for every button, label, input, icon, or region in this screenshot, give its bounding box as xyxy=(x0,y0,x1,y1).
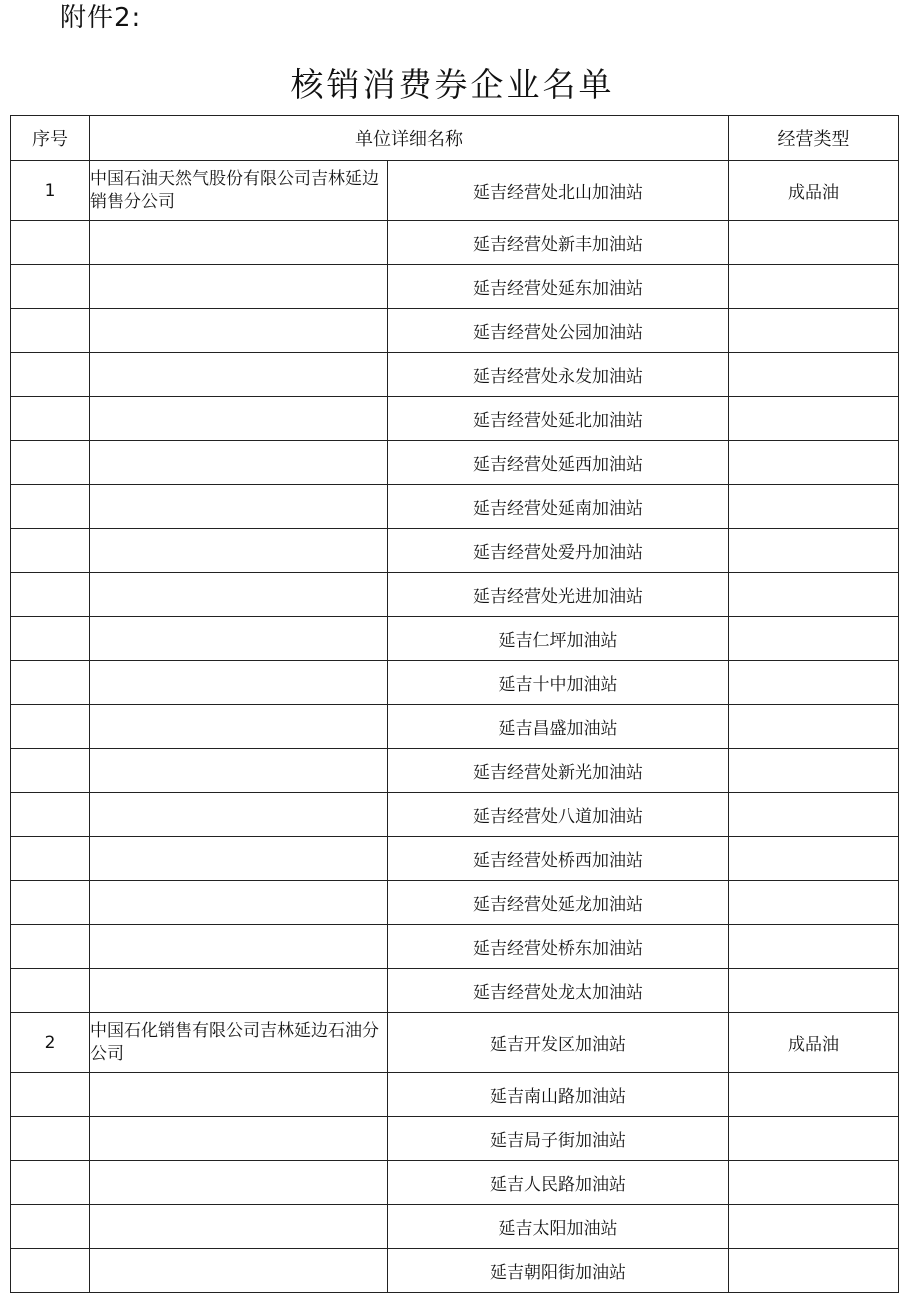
station-name-cell: 延吉经营处延西加油站 xyxy=(388,441,729,485)
seq-cell xyxy=(11,1117,90,1161)
business-type-cell xyxy=(729,881,899,925)
station-name-cell: 延吉经营处延南加油站 xyxy=(388,485,729,529)
station-name-cell: 延吉经营处延龙加油站 xyxy=(388,881,729,925)
table-row xyxy=(11,1073,899,1117)
company-name-cell xyxy=(90,265,388,309)
table-row xyxy=(11,1249,899,1293)
business-type-cell xyxy=(729,837,899,881)
station-name-cell: 延吉经营处新光加油站 xyxy=(388,749,729,793)
business-type-cell xyxy=(729,221,899,265)
seq-cell xyxy=(11,969,90,1013)
company-name-cell xyxy=(90,1249,388,1293)
table-body xyxy=(11,161,899,1293)
station-name-cell: 延吉局子街加油站 xyxy=(388,1117,729,1161)
company-name-cell xyxy=(90,925,388,969)
header-seq: 序号 xyxy=(11,116,90,161)
company-name-cell xyxy=(90,617,388,661)
company-name-cell xyxy=(90,221,388,265)
table-row xyxy=(11,573,899,617)
company-name-cell xyxy=(90,441,388,485)
seq-cell xyxy=(11,309,90,353)
table-row xyxy=(11,793,899,837)
company-name-cell xyxy=(90,1117,388,1161)
company-name-cell xyxy=(90,353,388,397)
company-name-cell: 中国石油天然气股份有限公司吉林延边销售分公司 xyxy=(90,161,388,221)
station-name-cell: 延吉经营处延东加油站 xyxy=(388,265,729,309)
table-header-row xyxy=(11,116,899,161)
enterprise-table xyxy=(10,115,899,1293)
seq-cell xyxy=(11,573,90,617)
station-name-cell: 延吉经营处北山加油站 xyxy=(388,161,729,221)
business-type-cell xyxy=(729,705,899,749)
business-type-cell xyxy=(729,1117,899,1161)
table-row xyxy=(11,661,899,705)
company-name-cell xyxy=(90,705,388,749)
station-name-cell: 延吉经营处新丰加油站 xyxy=(388,221,729,265)
company-name-cell xyxy=(90,837,388,881)
seq-cell xyxy=(11,1161,90,1205)
table-row xyxy=(11,837,899,881)
seq-cell xyxy=(11,397,90,441)
business-type-cell xyxy=(729,1161,899,1205)
attachment-label: 附件2: xyxy=(60,3,142,33)
seq-cell xyxy=(11,441,90,485)
table-row xyxy=(11,881,899,925)
table-row xyxy=(11,529,899,573)
table-row xyxy=(11,1117,899,1161)
table-row xyxy=(11,265,899,309)
company-name-cell xyxy=(90,1161,388,1205)
company-name-cell xyxy=(90,397,388,441)
company-name-cell xyxy=(90,573,388,617)
station-name-cell: 延吉昌盛加油站 xyxy=(388,705,729,749)
seq-cell: 2 xyxy=(11,1013,90,1073)
business-type-cell xyxy=(729,353,899,397)
table-row xyxy=(11,705,899,749)
business-type-cell xyxy=(729,1249,899,1293)
station-name-cell: 延吉经营处光进加油站 xyxy=(388,573,729,617)
company-name-cell xyxy=(90,485,388,529)
company-name-cell xyxy=(90,1205,388,1249)
table-row xyxy=(11,1013,899,1073)
header-unit-name: 单位详细名称 xyxy=(90,116,729,161)
company-name-cell xyxy=(90,969,388,1013)
business-type-cell xyxy=(729,749,899,793)
seq-cell xyxy=(11,661,90,705)
seq-cell xyxy=(11,925,90,969)
station-name-cell: 延吉经营处延北加油站 xyxy=(388,397,729,441)
table-row xyxy=(11,1161,899,1205)
table-row xyxy=(11,485,899,529)
table-row xyxy=(11,309,899,353)
seq-cell xyxy=(11,1249,90,1293)
station-name-cell: 延吉南山路加油站 xyxy=(388,1073,729,1117)
table-row xyxy=(11,749,899,793)
business-type-cell: 成品油 xyxy=(729,161,899,221)
business-type-cell xyxy=(729,1073,899,1117)
business-type-cell xyxy=(729,661,899,705)
seq-cell xyxy=(11,793,90,837)
company-name-cell xyxy=(90,1073,388,1117)
company-name-cell xyxy=(90,309,388,353)
business-type-cell xyxy=(729,485,899,529)
company-name-cell xyxy=(90,793,388,837)
seq-cell xyxy=(11,705,90,749)
company-name-cell xyxy=(90,661,388,705)
business-type-cell xyxy=(729,529,899,573)
business-type-cell xyxy=(729,397,899,441)
company-name-cell xyxy=(90,881,388,925)
seq-cell xyxy=(11,221,90,265)
station-name-cell: 延吉经营处桥西加油站 xyxy=(388,837,729,881)
seq-cell xyxy=(11,1073,90,1117)
business-type-cell xyxy=(729,309,899,353)
seq-cell xyxy=(11,749,90,793)
station-name-cell: 延吉经营处八道加油站 xyxy=(388,793,729,837)
seq-cell xyxy=(11,1205,90,1249)
station-name-cell: 延吉经营处爱丹加油站 xyxy=(388,529,729,573)
table-row xyxy=(11,441,899,485)
company-name-cell xyxy=(90,529,388,573)
table-row xyxy=(11,353,899,397)
seq-cell xyxy=(11,837,90,881)
seq-cell xyxy=(11,485,90,529)
business-type-cell xyxy=(729,925,899,969)
station-name-cell: 延吉仁坪加油站 xyxy=(388,617,729,661)
business-type-cell xyxy=(729,617,899,661)
station-name-cell: 延吉经营处龙太加油站 xyxy=(388,969,729,1013)
table-row xyxy=(11,969,899,1013)
station-name-cell: 延吉太阳加油站 xyxy=(388,1205,729,1249)
table-row xyxy=(11,221,899,265)
table-row xyxy=(11,617,899,661)
table-row xyxy=(11,161,899,221)
header-business-type: 经营类型 xyxy=(729,116,899,161)
company-name-cell xyxy=(90,749,388,793)
seq-cell xyxy=(11,881,90,925)
station-name-cell: 延吉经营处永发加油站 xyxy=(388,353,729,397)
business-type-cell xyxy=(729,793,899,837)
table-row xyxy=(11,397,899,441)
business-type-cell xyxy=(729,573,899,617)
seq-cell xyxy=(11,265,90,309)
document-title: 核销消费券企业名单 xyxy=(290,65,615,104)
station-name-cell: 延吉开发区加油站 xyxy=(388,1013,729,1073)
station-name-cell: 延吉人民路加油站 xyxy=(388,1161,729,1205)
table-row xyxy=(11,1205,899,1249)
business-type-cell xyxy=(729,441,899,485)
station-name-cell: 延吉朝阳街加油站 xyxy=(388,1249,729,1293)
seq-cell xyxy=(11,617,90,661)
business-type-cell xyxy=(729,1205,899,1249)
station-name-cell: 延吉经营处公园加油站 xyxy=(388,309,729,353)
company-name-cell: 中国石化销售有限公司吉林延边石油分公司 xyxy=(90,1013,388,1073)
seq-cell xyxy=(11,353,90,397)
business-type-cell: 成品油 xyxy=(729,1013,899,1073)
seq-cell xyxy=(11,529,90,573)
business-type-cell xyxy=(729,265,899,309)
station-name-cell: 延吉十中加油站 xyxy=(388,661,729,705)
table-row xyxy=(11,925,899,969)
seq-cell: 1 xyxy=(11,161,90,221)
business-type-cell xyxy=(729,969,899,1013)
station-name-cell: 延吉经营处桥东加油站 xyxy=(388,925,729,969)
